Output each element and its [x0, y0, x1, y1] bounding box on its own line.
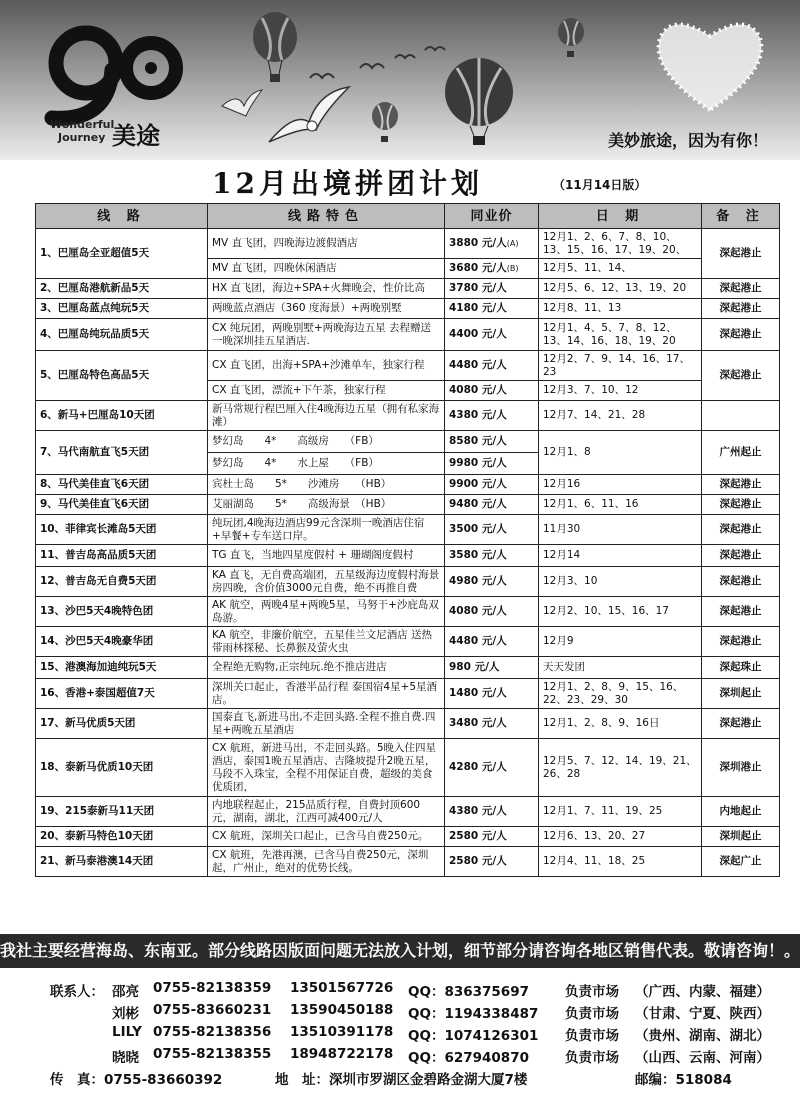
note: 广州起止 [702, 431, 780, 475]
route-feature: CX 直飞团，漂流+下午茶，独家行程 [208, 381, 445, 401]
route-feature: 全程绝无购物,正宗纯玩.绝不推店进店 [208, 657, 445, 679]
contact-qq: QQ：836375697 [408, 984, 529, 1000]
contact-qq: QQ：627940870 [408, 1050, 529, 1066]
route-feature: 艾丽湖岛 5* 高级海景 （HB） [208, 495, 445, 515]
logo-english [50, 118, 115, 144]
route-feature: 新马常规行程巴厘入住4晚海边五星（拥有私家海滩） [208, 401, 445, 431]
table-row [36, 431, 780, 453]
contact-market-label: 负责市场 [565, 984, 619, 1000]
route-name: 3、巴厘岛蓝点纯玩5天 [36, 299, 208, 319]
route-name: 13、沙巴5天4晚特色团 [36, 597, 208, 627]
contact-name: 刘彬 [112, 1006, 139, 1022]
route-feature: CX 航班，深圳关口起止，已含马自费250元。 [208, 827, 445, 847]
column-header: 日 期 [539, 204, 702, 229]
table-row [36, 515, 780, 545]
dates: 12月16 [539, 475, 702, 495]
footer-row [0, 1068, 800, 1090]
table-row [36, 545, 780, 567]
dates: 12月1、6、11、16 [539, 495, 702, 515]
title-bar [0, 162, 800, 202]
contact-mobile: 13510391178 [290, 1024, 394, 1040]
contact-row [0, 1002, 800, 1024]
route-feature: KA 航空，非廉价航空，五星佳兰文尼酒店 送热带雨林探秘、长鼻猴及萤火虫 [208, 627, 445, 657]
dates: 12月1、2、6、7、8、10、13、15、16、17、19、20、 [539, 229, 702, 259]
route-name: 10、菲律宾长滩岛5天团 [36, 515, 208, 545]
route-name: 9、马代美佳直飞6天团 [36, 495, 208, 515]
column-header: 线路特色 [208, 204, 445, 229]
note: 深起港止 [702, 351, 780, 401]
table-row [36, 627, 780, 657]
table-header-row [36, 204, 780, 229]
contact-market-label: 负责市场 [565, 1006, 619, 1022]
route-feature: CX 纯玩团，两晚别墅+两晚海边五星 去程赠送一晚深圳挂五星酒店. [208, 319, 445, 351]
route-name: 1、巴厘岛全亚超值5天 [36, 229, 208, 279]
hot-air-balloon-icon [370, 102, 400, 148]
table-row [36, 299, 780, 319]
dates: 12月4、11、18、25 [539, 847, 702, 877]
postcode: 邮编：518084 [635, 1072, 732, 1088]
price: 8580 元/人 [445, 431, 539, 453]
price: 3780 元/人 [445, 279, 539, 299]
route-feature: MV 直飞团，四晚休闲酒店 [208, 259, 445, 279]
route-feature: 国泰直飞,新进马出,不走回头路.全程不推自费.四星+两晚五星酒店 [208, 709, 445, 739]
contact-mobile: 13501567726 [290, 980, 394, 996]
hot-air-balloon-icon [556, 18, 586, 62]
contact-row [0, 1024, 800, 1046]
table-row [36, 657, 780, 679]
tour-plan-table [35, 203, 780, 877]
dates: 12月9 [539, 627, 702, 657]
note: 深起广止 [702, 847, 780, 877]
column-header: 同业价 [445, 204, 539, 229]
table-row [36, 319, 780, 351]
contact-market: （广西、内蒙、福建） [635, 984, 770, 1000]
price [445, 259, 539, 279]
contact-tel: 0755-83660231 [153, 1002, 272, 1018]
price: 2580 元/人 [445, 827, 539, 847]
contact-mobile: 18948722178 [290, 1046, 394, 1062]
route-feature: AK 航空，两晚4星+两晚5星，马努干+沙庇岛双岛游。 [208, 597, 445, 627]
column-header: 备 注 [702, 204, 780, 229]
route-feature: 内地联程起止，215品质行程，自费封顶600元，湖南，湖北，江西可减400元/人 [208, 797, 445, 827]
route-feature: CX 航班，新进马出，不走回头路。5晚入住四星酒店，泰国1晚五星酒店、吉隆坡提升2晚五星，马段不入珠宝，全程不用保证自费，超级的美食优质团， [208, 739, 445, 797]
dates: 12月5、7、12、14、19、21、26、28 [539, 739, 702, 797]
table-row [36, 351, 780, 381]
note: 深圳起止 [702, 827, 780, 847]
table-row [36, 739, 780, 797]
contact-market-label: 负责市场 [565, 1028, 619, 1044]
note: 深起港止 [702, 279, 780, 299]
note: 深起港止 [702, 597, 780, 627]
price: 9480 元/人 [445, 495, 539, 515]
contacts-label: 联系人： [50, 984, 104, 1000]
dates: 12月1、2、8、9、16日 [539, 709, 702, 739]
dates: 11月30 [539, 515, 702, 545]
price: 3580 元/人 [445, 545, 539, 567]
note: 深起港止 [702, 515, 780, 545]
dates: 天天发团 [539, 657, 702, 679]
price: 1480 元/人 [445, 679, 539, 709]
route-name: 8、马代美佳直飞6天团 [36, 475, 208, 495]
note: 深起港止 [702, 475, 780, 495]
logo-en-line1: Wonderful [50, 118, 115, 131]
note: 深起港止 [702, 545, 780, 567]
price: 3500 元/人 [445, 515, 539, 545]
table-row [36, 847, 780, 877]
route-name: 17、新马优质5天团 [36, 709, 208, 739]
price: 9900 元/人 [445, 475, 539, 495]
note: 深起港止 [702, 299, 780, 319]
dates: 12月3、7、10、12 [539, 381, 702, 401]
table-row [36, 401, 780, 431]
route-name: 15、港澳海加迪纯玩5天 [36, 657, 208, 679]
contact-section [0, 980, 800, 1090]
note: 深起港止 [702, 495, 780, 515]
price: 4080 元/人 [445, 597, 539, 627]
route-feature: 深圳关口起止，香港半品行程 泰国宿4星+5星酒店。 [208, 679, 445, 709]
page-title: 12月出境拼团计划 [212, 167, 483, 200]
contact-row [0, 1046, 800, 1068]
route-feature: 两晚蓝点酒店（360 度海景）+两晚别墅 [208, 299, 445, 319]
route-feature: CX 直飞团，出海+SPA+沙滩单车，独家行程 [208, 351, 445, 381]
logo-en-line2: Journey [58, 131, 106, 144]
route-name: 16、香港+泰国超值7天 [36, 679, 208, 709]
price: 4400 元/人 [445, 319, 539, 351]
note: 深圳港止 [702, 739, 780, 797]
price: 4380 元/人 [445, 401, 539, 431]
note: 深起港止 [702, 709, 780, 739]
route-name: 7、马代南航直飞5天团 [36, 431, 208, 475]
dates: 12月2、7、9、14、16、17、23 [539, 351, 702, 381]
note: 深起珠止 [702, 657, 780, 679]
dates: 12月6、13、20、27 [539, 827, 702, 847]
contact-name: 晓晓 [112, 1050, 139, 1066]
price: 4480 元/人 [445, 351, 539, 381]
route-name: 21、新马泰港澳14天团 [36, 847, 208, 877]
price: 4980 元/人 [445, 567, 539, 597]
fax: 传 真：0755-83660392 [50, 1072, 223, 1088]
route-feature: 宾杜士岛 5* 沙滩房 （HB） [208, 475, 445, 495]
dates: 12月3、10 [539, 567, 702, 597]
contact-row [0, 980, 800, 1002]
route-name: 5、巴厘岛特色高品5天 [36, 351, 208, 401]
price: 9980 元/人 [445, 453, 539, 475]
table-row [36, 475, 780, 495]
note: 深圳起止 [702, 679, 780, 709]
contact-mobile: 13590450188 [290, 1002, 394, 1018]
table-row [36, 229, 780, 259]
column-header: 线 路 [36, 204, 208, 229]
route-name: 19、215泰新马11天团 [36, 797, 208, 827]
dates: 12月1、2、8、9、15、16、22、23、29、30 [539, 679, 702, 709]
price-tag: (B) [506, 264, 519, 273]
contact-tel: 0755-82138355 [153, 1046, 272, 1062]
route-feature: 梦幻岛 4* 高级房 （FB） [208, 431, 445, 453]
price: 980 元/人 [445, 657, 539, 679]
dates: 12月5、11、14、 [539, 259, 702, 279]
route-feature: 纯玩团,4晚海边酒店99元含深圳一晚酒店住宿+早餐+专车送口岸。 [208, 515, 445, 545]
contact-tel: 0755-82138356 [153, 1024, 272, 1040]
contact-qq: QQ：1194338487 [408, 1006, 539, 1022]
slogan: 美妙旅途，因为有你！ [607, 131, 768, 150]
dates: 12月1、7、11、19、25 [539, 797, 702, 827]
route-feature: 梦幻岛 4* 水上屋 （FB） [208, 453, 445, 475]
version-label: （11月14日版） [553, 178, 647, 192]
note: 内地起止 [702, 797, 780, 827]
table-row [36, 679, 780, 709]
dates: 12月1、4、5、7、8、12、13、14、16、18、19、20 [539, 319, 702, 351]
price: 4380 元/人 [445, 797, 539, 827]
note: 深起港止 [702, 627, 780, 657]
dates: 12月2、10、15、16、17 [539, 597, 702, 627]
contact-market: （山西、云南、河南） [635, 1050, 770, 1066]
route-name: 14、沙巴5天4晚豪华团 [36, 627, 208, 657]
contact-qq: QQ：1074126301 [408, 1028, 539, 1044]
price: 3480 元/人 [445, 709, 539, 739]
seagull-icon [220, 86, 264, 124]
hot-air-balloon-icon [250, 12, 300, 92]
route-feature: TG 直飞，当地四星度假村 + 珊瑚阁度假村 [208, 545, 445, 567]
contact-name: 邵亮 [112, 984, 139, 1000]
contact-name: LILY [112, 1024, 142, 1040]
contact-tel: 0755-82138359 [153, 980, 272, 996]
note: 深起港止 [702, 319, 780, 351]
route-feature: KA 直飞，无自费高端团，五星级海边度假村海景房四晚，含价值3000元自费，绝不再推自费 [208, 567, 445, 597]
note [702, 401, 780, 431]
notice-banner: 我社主要经营海岛、东南亚。部分线路因版面问题无法放入计划，细节部分请咨询各地区销售代表。敬请咨询！。 [0, 934, 800, 968]
table-row [36, 827, 780, 847]
price [445, 229, 539, 259]
header-banner [0, 0, 800, 160]
note: 深起港止 [702, 567, 780, 597]
dates: 12月14 [539, 545, 702, 567]
price: 4480 元/人 [445, 627, 539, 657]
dates: 12月5、6、12、13、19、20 [539, 279, 702, 299]
dates: 12月8、11、13 [539, 299, 702, 319]
price: 4180 元/人 [445, 299, 539, 319]
table-row [36, 597, 780, 627]
price: 4280 元/人 [445, 739, 539, 797]
contact-market: （甘肃、宁夏、陕西） [635, 1006, 770, 1022]
dates: 12月7、14、21、28 [539, 401, 702, 431]
contact-market: （贵州、湖南、湖北） [635, 1028, 770, 1044]
route-feature: CX 航班，先港再澳，已含马自费250元，深圳起，广州止，绝对的优势长线。 [208, 847, 445, 877]
price: 2580 元/人 [445, 847, 539, 877]
table-row [36, 279, 780, 299]
route-name: 20、泰新马特色10天团 [36, 827, 208, 847]
table-row [36, 567, 780, 597]
route-name: 4、巴厘岛纯玩品质5天 [36, 319, 208, 351]
route-feature: MV 直飞团，四晚海边渡假酒店 [208, 229, 445, 259]
table-row [36, 797, 780, 827]
dates: 12月1、8 [539, 431, 702, 475]
price-value: 3680 元/人 [449, 262, 507, 274]
flying-birds-icon [300, 38, 460, 98]
table-row [36, 709, 780, 739]
route-name: 11、普吉岛高品质5天团 [36, 545, 208, 567]
route-name: 6、新马+巴厘岛10天团 [36, 401, 208, 431]
address: 地 址：深圳市罗湖区金碧路金湖大厦7楼 [275, 1072, 528, 1088]
logo-chinese: 美途 [112, 122, 160, 150]
route-name: 2、巴厘岛港航新品5天 [36, 279, 208, 299]
price-value: 3880 元/人 [449, 237, 507, 249]
route-name: 18、泰新马优质10天团 [36, 739, 208, 797]
route-name: 12、普吉岛无自费5天团 [36, 567, 208, 597]
contact-market-label: 负责市场 [565, 1050, 619, 1066]
price: 4080 元/人 [445, 381, 539, 401]
sparkle-heart-icon [640, 10, 780, 120]
table-row [36, 495, 780, 515]
route-feature: HX 直飞团，海边+SPA+火舞晚会，性价比高 [208, 279, 445, 299]
price-tag: (A) [506, 239, 519, 248]
note: 深起港止 [702, 229, 780, 279]
